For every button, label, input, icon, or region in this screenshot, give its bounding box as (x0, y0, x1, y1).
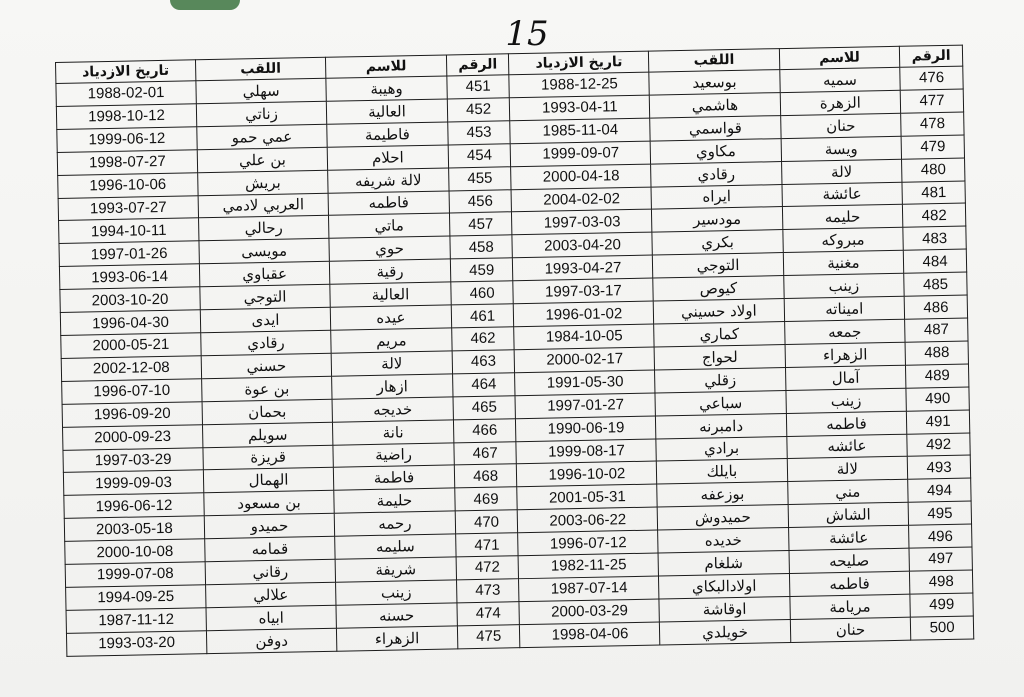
header-birthdate-right: تاريخ الازدياد (509, 51, 649, 75)
cell-number: 491 (907, 410, 970, 434)
cell-birthdate: 1993-03-20 (66, 630, 206, 656)
cell-birthdate: 1987-07-14 (519, 576, 659, 602)
header-surname-right: اللقب (649, 49, 780, 72)
cell-birthdate: 1996-07-10 (62, 379, 202, 405)
cell-birthdate: 1993-06-14 (59, 264, 199, 290)
cell-surname: عقباوي (199, 262, 330, 287)
cell-birthdate: 1998-07-27 (57, 150, 197, 176)
cell-name: فاطمه (328, 190, 449, 215)
cell-name: عائشة (782, 182, 903, 207)
cell-number: 477 (900, 89, 963, 113)
cell-name: حنان (790, 617, 911, 643)
cell-number: 458 (450, 235, 513, 259)
cell-number: 451 (447, 75, 510, 99)
cell-surname: بكري (652, 230, 783, 255)
cell-birthdate: 2000-09-23 (63, 424, 203, 450)
cell-name: الشاش (788, 502, 909, 527)
cell-name: سليمه (335, 534, 456, 559)
cell-surname: بوسعيد (649, 70, 780, 95)
cell-birthdate: 2003-05-18 (64, 516, 204, 542)
cell-birthdate: 1990-06-19 (516, 416, 656, 442)
cell-number: 485 (904, 272, 967, 296)
cell-number: 459 (450, 258, 513, 282)
cell-name: عائشه (786, 434, 907, 459)
cell-birthdate: 1999-09-03 (63, 470, 203, 496)
cell-number: 454 (448, 143, 511, 167)
cell-surname: سويلم (202, 422, 333, 447)
cell-number: 488 (905, 341, 968, 365)
cell-birthdate: 1993-04-27 (513, 255, 653, 281)
cell-birthdate: 1999-08-17 (516, 439, 656, 465)
cell-surname: ايدى (200, 307, 331, 332)
header-name-left: للاسم (326, 55, 447, 78)
records-table-container (55, 45, 974, 657)
cell-surname: بريش (198, 170, 329, 195)
cell-name: اميناته (784, 296, 905, 321)
header-name-right: للاسم (779, 46, 900, 69)
cell-name: صليحه (789, 548, 910, 573)
cell-name: رقية (330, 259, 451, 284)
cell-surname: سهلي (196, 78, 327, 103)
cell-surname: بايلك (657, 459, 788, 484)
cell-surname: كيوص (653, 276, 784, 301)
cell-number: 486 (904, 295, 967, 319)
cell-number: 475 (457, 624, 520, 648)
cell-surname: اولاد حسيني (654, 299, 785, 324)
cell-birthdate: 1991-05-30 (515, 370, 655, 396)
cell-number: 478 (901, 112, 964, 136)
cell-name: وهيبة (326, 76, 447, 101)
cell-name: العالية (330, 282, 451, 307)
cell-surname: بن مسعود (204, 491, 335, 516)
cell-name: مريم (331, 328, 452, 353)
cell-name: فاطيمة (327, 122, 448, 147)
cell-name: لالة شريفه (328, 168, 449, 193)
cell-surname: خويلدي (660, 619, 791, 645)
cell-number: 455 (448, 166, 511, 190)
cell-surname: مكاوي (650, 138, 781, 163)
cell-birthdate: 2000-03-29 (519, 599, 659, 625)
cell-surname: بوزعفه (657, 482, 788, 507)
cell-number: 465 (453, 395, 516, 419)
cell-birthdate: 1997-03-03 (512, 210, 652, 236)
cell-surname: سباعي (655, 390, 786, 415)
cell-number: 469 (455, 487, 518, 511)
cell-number: 471 (455, 533, 518, 557)
cell-number: 479 (901, 135, 964, 159)
cell-name: لالة (781, 159, 902, 184)
cell-birthdate: 1984-10-05 (514, 324, 654, 350)
cell-number: 462 (451, 327, 514, 351)
cell-number: 474 (457, 602, 520, 626)
cell-number: 483 (903, 226, 966, 250)
cell-surname: دامبرنه (656, 413, 787, 438)
cell-birthdate: 1996-10-02 (517, 461, 657, 487)
cell-name: الزهراء (785, 342, 906, 367)
cell-number: 456 (449, 189, 512, 213)
cell-birthdate: 1994-09-25 (66, 585, 206, 611)
cell-name: نانة (333, 420, 454, 445)
cell-surname: التوجي (653, 253, 784, 278)
cell-surname: حميدوش (658, 505, 789, 530)
cell-surname: قريزة (203, 445, 334, 470)
cell-name: زينب (336, 580, 457, 605)
cell-surname: بحمان (202, 399, 333, 424)
cell-name: مبروكه (782, 228, 903, 253)
cell-name: عيده (330, 305, 451, 330)
cell-surname: شلغام (658, 551, 789, 576)
cell-birthdate: 1982-11-25 (519, 553, 659, 579)
cell-name: الزهرة (780, 90, 901, 115)
cell-birthdate: 1999-06-12 (57, 127, 197, 153)
cell-name: زينب (783, 273, 904, 298)
cell-name: خديجه (332, 397, 453, 422)
cell-surname: رقادي (651, 161, 782, 186)
table-body (56, 66, 974, 656)
cell-number: 484 (903, 249, 966, 273)
cell-birthdate: 2000-05-21 (61, 333, 201, 359)
cell-birthdate: 2003-10-20 (60, 287, 200, 313)
cell-name: ماتي (329, 213, 450, 238)
cell-birthdate: 1993-07-27 (58, 195, 198, 221)
header-number-left: الرقم (446, 54, 509, 76)
cell-birthdate: 1994-10-11 (59, 218, 199, 244)
cell-birthdate: 1985-11-04 (510, 118, 650, 144)
cell-birthdate: 2002-12-08 (61, 356, 201, 382)
cell-birthdate: 2003-04-20 (512, 232, 652, 258)
header-surname-left: اللقب (195, 57, 326, 80)
cell-name: راضية (333, 442, 454, 467)
cell-birthdate: 1988-02-01 (56, 81, 196, 107)
cell-number: 472 (456, 556, 519, 580)
cell-birthdate: 1996-01-02 (514, 301, 654, 327)
cell-number: 464 (452, 373, 515, 397)
cell-birthdate: 1996-07-12 (518, 530, 658, 556)
cell-name: حنان (780, 113, 901, 138)
cell-birthdate: 1987-11-12 (66, 608, 206, 634)
cell-number: 476 (900, 66, 963, 90)
cell-name: حليمة (334, 488, 455, 513)
cell-number: 473 (456, 579, 519, 603)
cell-name: ازهار (332, 374, 453, 399)
cell-number: 480 (902, 158, 965, 182)
cell-number: 487 (905, 318, 968, 342)
cell-name: حليمه (782, 205, 903, 230)
cell-surname: اوقاشة (659, 596, 790, 621)
cell-surname: عمي حمو (197, 124, 328, 149)
header-number-right: الرقم (900, 45, 963, 67)
cell-birthdate: 1993-04-11 (510, 95, 650, 121)
cell-birthdate: 1996-10-06 (58, 172, 198, 198)
cell-surname: كماري (654, 322, 785, 347)
cell-name: مغنية (783, 250, 904, 275)
cell-name: آمال (785, 365, 906, 390)
cell-birthdate: 2003-06-22 (518, 507, 658, 533)
cell-name: لالة (787, 457, 908, 482)
cell-birthdate: 1999-07-08 (65, 562, 205, 588)
cell-name: جمعه (784, 319, 905, 344)
cell-surname: ابياه (206, 605, 337, 630)
cell-surname: ايراه (651, 184, 782, 209)
cell-name: فاطمه (786, 411, 907, 436)
cell-number: 492 (907, 433, 970, 457)
cell-surname: التوجي (200, 284, 331, 309)
cell-number: 481 (902, 181, 965, 205)
cell-number: 494 (908, 478, 971, 502)
cell-name: عائشة (788, 525, 909, 550)
header-birthdate-left: تاريخ الازدياد (56, 60, 196, 84)
cell-number: 463 (452, 350, 515, 374)
cell-number: 490 (906, 387, 969, 411)
cell-name: فاطمة (333, 465, 454, 490)
cell-number: 470 (455, 510, 518, 534)
cell-name: مني (787, 480, 908, 505)
cell-name: ويسة (781, 136, 902, 161)
cell-birthdate: 1996-04-30 (60, 310, 200, 336)
cell-name: حسنه (336, 603, 457, 628)
cell-birthdate: 1997-03-17 (513, 278, 653, 304)
cell-birthdate: 2001-05-31 (517, 484, 657, 510)
cell-surname: بن علي (197, 147, 328, 172)
cell-surname: حميدو (204, 513, 335, 538)
cell-surname: قمامه (205, 536, 336, 561)
cell-name: فاطمه (789, 571, 910, 596)
cell-birthdate: 1996-09-20 (62, 401, 202, 427)
cell-number: 461 (451, 304, 514, 328)
cell-birthdate: 1988-12-25 (509, 72, 649, 98)
cell-name: سميه (779, 67, 900, 92)
cell-number: 500 (911, 616, 974, 640)
cell-surname: الهمال (203, 468, 334, 493)
cell-number: 467 (454, 441, 517, 465)
cell-name: لالة (331, 351, 452, 376)
cell-birthdate: 1999-09-07 (511, 141, 651, 167)
cell-name: احلام (327, 145, 448, 170)
records-table (55, 45, 974, 657)
cell-surname: رقادي (201, 330, 332, 355)
cell-birthdate: 1998-10-12 (56, 104, 196, 130)
cell-number: 468 (454, 464, 517, 488)
cell-name: العالية (326, 99, 447, 124)
cell-number: 460 (451, 281, 514, 305)
cell-birthdate: 1997-01-27 (515, 393, 655, 419)
cell-surname: بن عوة (201, 376, 332, 401)
cell-birthdate: 1998-04-06 (520, 622, 660, 648)
cell-number: 495 (908, 501, 971, 525)
cell-number: 482 (903, 203, 966, 227)
cell-surname: رحالي (198, 216, 329, 241)
cell-surname: هاشمي (650, 92, 781, 117)
cell-number: 452 (447, 98, 510, 122)
cell-surname: رقاني (205, 559, 336, 584)
cell-name: رحمه (334, 511, 455, 536)
cell-number: 497 (909, 547, 972, 571)
cell-name: مريامة (790, 594, 911, 619)
cell-name: الزهراء (337, 626, 458, 652)
cell-name: شريفة (335, 557, 456, 582)
cell-surname: مويسى (199, 239, 330, 264)
cell-birthdate: 1997-01-26 (59, 241, 199, 267)
cell-surname: زناتي (196, 101, 327, 126)
cell-surname: اولادالبكاي (659, 573, 790, 598)
cell-surname: العربي لادمي (198, 193, 329, 218)
cell-number: 493 (907, 455, 970, 479)
cell-surname: برادي (656, 436, 787, 461)
cell-number: 457 (449, 212, 512, 236)
cell-number: 496 (909, 524, 972, 548)
cell-birthdate: 2004-02-02 (511, 187, 651, 213)
cell-surname: مودسير (652, 207, 783, 232)
cell-surname: قواسمي (650, 115, 781, 140)
cell-birthdate: 2000-02-17 (515, 347, 655, 373)
cell-birthdate: 2000-10-08 (65, 539, 205, 565)
cell-number: 499 (910, 593, 973, 617)
cell-number: 489 (906, 364, 969, 388)
cell-surname: علالي (205, 582, 336, 607)
cell-birthdate: 2000-04-18 (511, 164, 651, 190)
cell-number: 498 (910, 570, 973, 594)
cell-name: زينب (786, 388, 907, 413)
cell-surname: زقلي (655, 367, 786, 392)
cell-surname: لحواج (654, 344, 785, 369)
page-number: 15 (505, 14, 549, 54)
cell-number: 466 (453, 418, 516, 442)
cell-surname: حسني (201, 353, 332, 378)
cell-surname: دوفن (206, 628, 337, 654)
cell-birthdate: 1996-06-12 (64, 493, 204, 519)
cell-number: 453 (447, 121, 510, 145)
corner-logo-fragment (170, 0, 240, 10)
cell-birthdate: 1997-03-29 (63, 447, 203, 473)
cell-name: حوي (329, 236, 450, 261)
cell-surname: خديده (658, 528, 789, 553)
